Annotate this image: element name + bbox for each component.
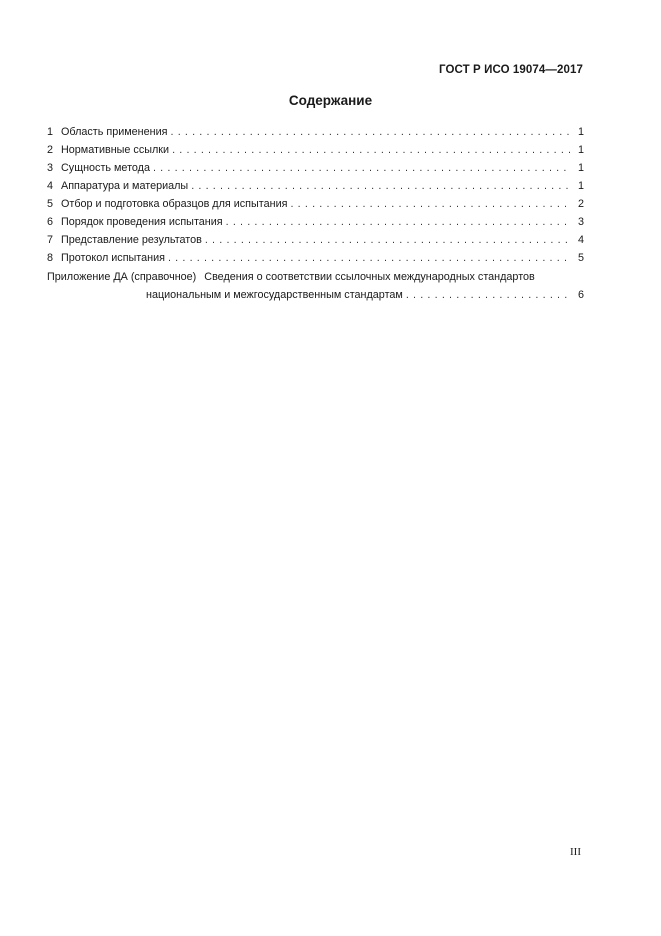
document-id: ГОСТ Р ИСО 19074—2017 bbox=[438, 64, 583, 76]
toc-item-text: Область применения bbox=[61, 126, 168, 138]
table-of-contents bbox=[47, 123, 584, 304]
toc-item-number: 7 bbox=[47, 234, 54, 246]
toc-item-page: 2 bbox=[577, 198, 584, 210]
toc-leader-dots bbox=[191, 177, 571, 195]
toc-item-number: 1 bbox=[47, 126, 54, 138]
toc-leader-dots bbox=[290, 195, 571, 213]
toc-item[interactable] bbox=[47, 177, 584, 195]
toc-leader-dots bbox=[171, 123, 572, 141]
toc-appendix-text-line2: национальным и межгосударственным стандартам bbox=[146, 289, 403, 301]
toc-item-text: Отбор и подготовка образцов для испытания bbox=[61, 198, 288, 210]
toc-item[interactable] bbox=[47, 123, 584, 141]
toc-item-number: 5 bbox=[47, 198, 54, 210]
toc-appendix-line2 bbox=[47, 286, 584, 304]
toc-appendix-line1 bbox=[47, 268, 584, 286]
toc-item-page: 4 bbox=[577, 234, 584, 246]
toc-item-text: Нормативные ссылки bbox=[61, 144, 170, 156]
toc-appendix-text-line1: Сведения о соответствии ссылочных международных стандартов bbox=[204, 271, 535, 283]
toc-item-text: Сущность метода bbox=[61, 162, 150, 174]
toc-item-page: 3 bbox=[577, 216, 584, 228]
toc-item-text: Аппаратура и материалы bbox=[61, 180, 189, 192]
toc-item-number: 8 bbox=[47, 252, 54, 264]
toc-item[interactable] bbox=[47, 249, 584, 267]
toc-item[interactable] bbox=[47, 195, 584, 213]
toc-item-number: 2 bbox=[47, 144, 54, 156]
toc-leader-dots bbox=[153, 159, 571, 177]
toc-item-page: 1 bbox=[577, 180, 584, 192]
toc-leader-dots bbox=[205, 231, 571, 249]
toc-leader-dots bbox=[172, 141, 571, 159]
toc-item-text: Порядок проведения испытания bbox=[61, 216, 223, 228]
toc-item-page: 1 bbox=[577, 126, 584, 138]
toc-item[interactable] bbox=[47, 231, 584, 249]
toc-leader-dots bbox=[406, 286, 571, 304]
toc-item-number: 6 bbox=[47, 216, 54, 228]
toc-item-text: Представление результатов bbox=[61, 234, 202, 246]
toc-appendix-page: 6 bbox=[577, 289, 584, 301]
toc-title: Содержание bbox=[288, 93, 373, 108]
toc-item-page: 1 bbox=[577, 144, 584, 156]
toc-appendix-label: Приложение ДА (справочное) bbox=[47, 271, 197, 283]
toc-item-number: 3 bbox=[47, 162, 54, 174]
toc-item-page: 5 bbox=[577, 252, 584, 264]
toc-leader-dots bbox=[168, 249, 571, 267]
toc-appendix-item[interactable] bbox=[47, 268, 584, 304]
page-number: III bbox=[570, 846, 581, 858]
toc-item[interactable] bbox=[47, 141, 584, 159]
toc-item-text: Протокол испытания bbox=[61, 252, 165, 264]
toc-item-page: 1 bbox=[577, 162, 584, 174]
toc-item-number: 4 bbox=[47, 180, 54, 192]
toc-item[interactable] bbox=[47, 159, 584, 177]
toc-leader-dots bbox=[226, 213, 571, 231]
toc-item[interactable] bbox=[47, 213, 584, 231]
